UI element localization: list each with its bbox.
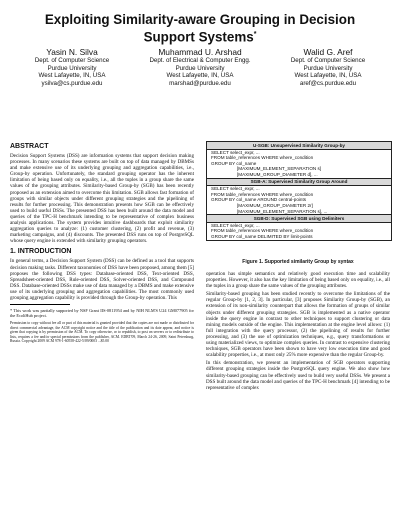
author-dept: Dept. of Computer Science <box>34 57 110 64</box>
body-paragraph: Similarity-based grouping has been studied recently to overcome the limitations of the regular Group-by [1, 2, 3]. In particular, [3] proposes Similarity Group-by (SGB), an extension of its non-similarity counterpart that allows the formation of groups of similar objects under different grouping strategies. SGB is implemented as a native operator inside the query engine in contrast to other techniques to support clustering or data mining models outside of the engine. This implementation at the engine level allows: (1) full integration with the query processor, (2) the pipelining of results for further processing, and (3) the use of optimization techniques, e.g., query transformations or using materialized views, to optimize complex queries. In contrast to expensive clustering techniques, SGB operators have been shown to have very low execution time and good scalability properties, i.e., at most only 25% more expensive than the regular Group-by. <box>206 291 390 359</box>
code-line: [MAXIMUM_GROUP_DIAMETER d], ... <box>237 171 318 177</box>
paper-title <box>20 12 380 44</box>
code-line: [MAXIMUM_GROUP_DIAMETER 2r] <box>237 202 313 208</box>
code-line: FROM table_references WHERE where_condition <box>211 155 314 161</box>
copyright-notice: Permission to copy without fee all or part of this material is granted provided that the copies are not made or distributed for direct commercial advantage, the ACM copyright notice and the title of the publication and its date appear, and notice is given that copying is by permission of the ACM. To copy otherwise, or to republish, to post on servers or to redistribute to lists, requires a fee and/or special permissions from the publisher, ACM. EDBT'09, March 24-26, 2009, Saint Petersburg, Russia. Copyright 2009 ACM 978-1-60558-422-5/09/0003 ...$5.00 <box>10 321 194 344</box>
author-name: Yasin N. Silva <box>46 47 98 57</box>
code-line: [MAXIMUM_ELEMENT_SEPARATION s] <box>237 166 322 172</box>
author-email: ysilva@cs.purdue.edu <box>41 79 103 87</box>
footnote-text: * This work was partially supported by NSF Grant IIS-0811954 and by NIH NLM'S U24 GM077905 for the EcoliHub project. <box>10 308 194 319</box>
figure-section-header: SGB-D: Supervised SGB using Delimiters <box>207 214 391 223</box>
code-line: FROM table_references WHERE where_condition <box>211 228 314 234</box>
figure-section-header: U-SGB: Unsupervised Similarity Group-by <box>207 142 391 150</box>
figure-caption: Figure 1. Supported similarity Group by syntax <box>242 259 354 265</box>
footnote-rule <box>10 304 70 305</box>
author-location: West Lafayette, IN, USA <box>166 72 234 80</box>
title-text: Exploiting Similarity-aware Grouping in Decision Support Systems <box>44 12 356 45</box>
right-column <box>206 271 390 393</box>
author-email: marshad@purdue.edu <box>169 79 231 87</box>
left-column <box>10 143 194 346</box>
author-dept: Dept. of Electrical & Computer Engg. <box>149 57 251 64</box>
author-block-1 <box>10 47 134 87</box>
author-name: Walid G. Aref <box>303 47 353 57</box>
figure-section-header: SGB-A: Supervised Similarity Group Around <box>207 178 391 187</box>
code-line: SELECT select_expr, ... <box>211 186 260 192</box>
author-location: West Lafayette, IN, USA <box>294 72 362 80</box>
author-univ: Purdue University <box>303 64 353 72</box>
code-line: SELECT select_expr, ... <box>211 149 260 155</box>
intro-heading: 1. INTRODUCTION <box>10 248 72 256</box>
intro-text: In general terms, a Decision Support System (DSS) can be defined as a tool that supports decision making tasks. Different taxonomies of DSS have been proposed, among them [5] proposes the following DSS types: Database-oriented DSS, Text-oriented DSS, Spreadsheet-oriented DSS, Rule-oriented DSS, Solver-oriented DSS, and Compound DSS. Database-oriented DSSs make use of data managed by a DBMS and make extensive use of its underlying grouping and aggregation capabilities. The most commonly used grouping aggregation capability is provided through the Group-by operation. This <box>10 258 194 301</box>
body-paragraph: operation has simple semantics and relatively good execution time and scalability properties. However, it also has the key limitation of being based only on equality, i.e., all the tuples in a group share the same values of the grouping attributes. <box>206 271 390 290</box>
code-line: GROUP BY col_name DELIMITED BY limit-points <box>211 233 313 239</box>
code-line: FROM table_references WHERE where_condition <box>211 191 314 197</box>
author-location: West Lafayette, IN, USA <box>38 72 106 80</box>
body-paragraph: In this demonstration, we present an implementation of SGB operators supporting different grouping strategies inside the PostgreSQL query engine. We also show how similarity-based grouping can be effectively used to build very useful DSSs. We present a DSS built around the data model and queries of the TPC-H benchmark [4] intending to be representative of complex <box>206 360 390 391</box>
author-univ: Purdue University <box>175 64 225 72</box>
figure-1-syntax-box <box>206 141 392 241</box>
abstract-text: Decision Support Systems (DSS) are information systems that support decision making processes. In many scenarios these systems are built on top of data managed by DBMSs and make extensive use of its underlying grouping and aggregation capabilities, i.e., Group-by operation. Unfortunately, the standard grouping operator has the inherent limitation of being based only on equality, i.e., all the tuples in a group share the same values of the grouping attributes. Similarity-based Group-by (SGB) has been recently proposed as an extension aimed to overcome this limitation. SGB allows fast formation of groups with similar objects under different grouping strategies and the pipelining of results for further processing. This demonstration presents how SGB can be effectively used to build useful DSSs. The presented DSS has been built around the data model and queries of the TPC-H benchmark intending to be representative of complex business analysis applications. The system provides intuitive dashboards that exploit similarity aggregation queries to analyze: (1) customer clustering, (2) profit and revenue, (3) marketing campaigns, and (4) discounts. The presented DSS runs on top of PostgreSQL whose query engine is extended with similarity grouping operators. <box>10 153 194 245</box>
code-line: GROUP BY col_name AROUND central-points <box>211 197 307 203</box>
author-dept: Dept. of Computer Science <box>290 57 366 64</box>
author-block-2 <box>138 47 262 87</box>
code-line: [MAXIMUM_ELEMENT_SEPARATION s], ... <box>237 208 328 214</box>
code-line: SELECT select_expr, ... <box>211 222 260 228</box>
code-line: GROUP BY col_name <box>211 160 257 166</box>
abstract-heading: ABSTRACT <box>10 143 49 150</box>
author-email: aref@cs.purdue.edu <box>299 79 357 87</box>
author-univ: Purdue University <box>47 64 97 72</box>
title-footnote-mark: * <box>253 31 257 38</box>
author-block-3 <box>266 47 390 87</box>
author-name: Muhammad U. Arshad <box>158 47 242 57</box>
